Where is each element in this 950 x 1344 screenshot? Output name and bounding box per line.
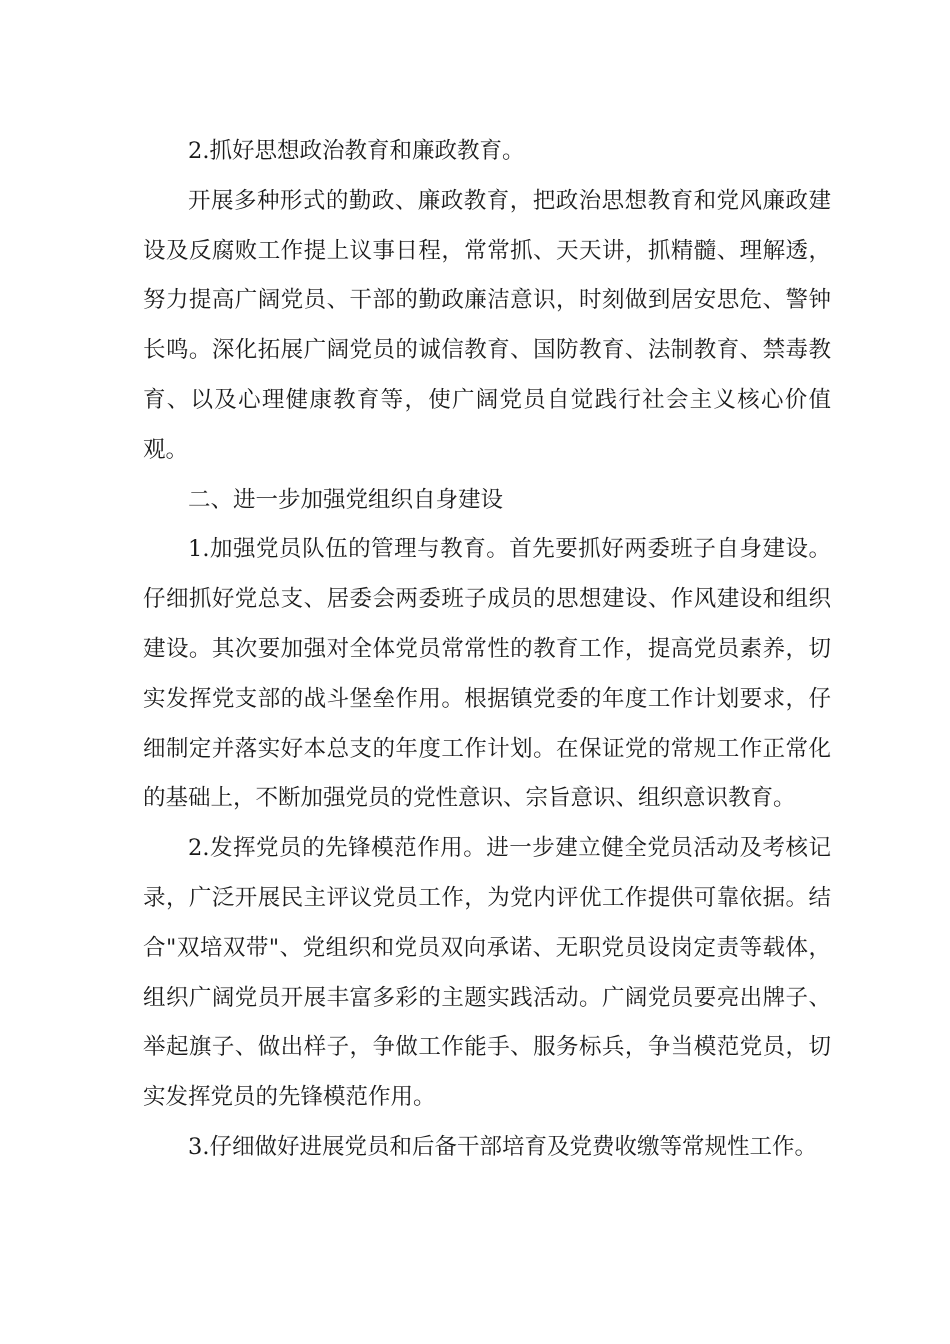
document-body <box>143 127 831 1173</box>
paragraph-body: 1.加强党员队伍的管理与教育。首先要抓好两委班子自身建设。仔细抓好党总支、居委会两委班子成员的思想建设、作风建设和组织建设。其次要加强对全体党员常常性的教育工作，提高党员素养，切实发挥党支部的战斗堡垒作用。根据镇党委的年度工作计划要求，仔细制定并落实好本总支的年度工作计划。在保证党的常规工作正常化的基础上，不断加强党员的党性意识、宗旨意识、组织意识教育。 <box>143 536 831 812</box>
paragraph-item-heading: 3.仔细做好进展党员和后备干部培育及党费收缴等常规性工作。 <box>188 1133 817 1160</box>
paragraph-body: 开展多种形式的勤政、廉政教育，把政治思想教育和党风廉政建设及反腐败工作提上议事日程，常常抓、天天讲，抓精髓、理解透，努力提高广阔党员、干部的勤政廉洁意识，时刻做到居安思危、警钟长鸣。深化拓展广阔党员的诚信教育、国防教育、法制教育、禁毒教育、以及心理健康教育等，使广阔党员自觉践行社会主义核心价值观。 <box>143 187 831 463</box>
paragraph-item-heading: 2.抓好思想政治教育和廉政教育。 <box>188 138 525 164</box>
section-heading: 二、进一步加强党组织自身建设 <box>188 486 504 513</box>
paragraph-body: 2.发挥党员的先锋模范作用。进一步建立健全党员活动及考核记录，广泛开展民主评议党员工作，为党内评优工作提供可靠依据。结合"双培双带"、党组织和党员双向承诺、无职党员设岗定责等载体，组织广阔党员开展丰富多彩的主题实践活动。广阔党员要亮出牌子、举起旗子、做出样子，争做工作能手、服务标兵，争当模范党员，切实发挥党员的先锋模范作用。 <box>143 835 831 1111</box>
